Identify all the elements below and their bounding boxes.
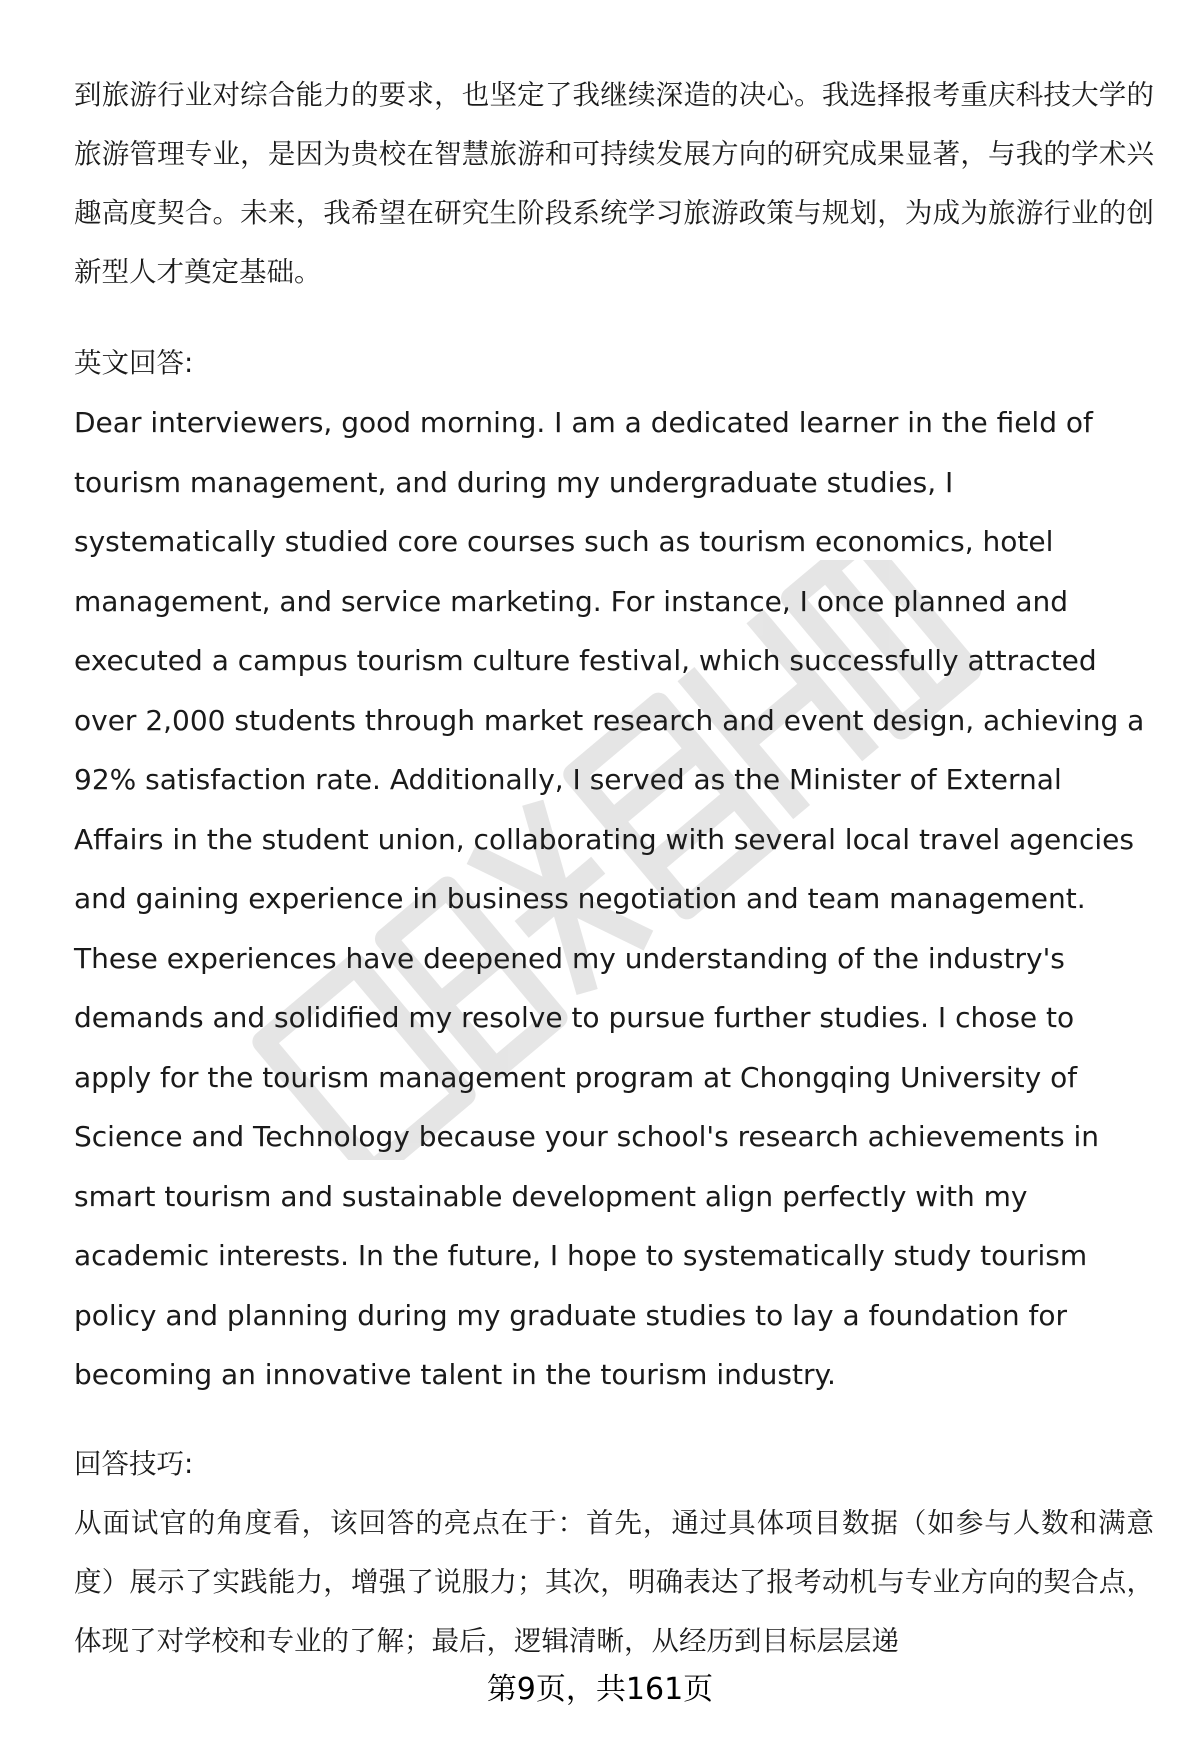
tips-heading: 回答技巧: — [74, 1447, 194, 1480]
intro-paragraph: 到旅游行业对综合能力的要求，也坚定了我继续深造的决心。我选择报考重庆科技大学的旅游管理专业，是因为贵校在智慧旅游和可持续发展方向的研究成果显著，与我的学术兴趣高度契合。未来，我希望在研究生阶段系统学习旅游政策与规划，为成为旅游行业的创新型人才奠定基础。 — [74, 79, 1154, 288]
english-answer-paragraph: Dear interviewers, good morning. I am a dedicated learner in the field of tourism management, and during my undergraduate studies, I systematically studied core courses such as tourism economics, hotel management, and service marketing. For instance, I once planned and executed a campus tourism culture festival, which successfully attracted over 2,000 students through market research and event design, achieving a 92% satisfaction rate. Additionally, I served as the Minister of External Affairs in the student union, collaborating with several local travel agencies and gaining experience in business negotiation and team management. These experiences have deepened my understanding of the industry's demands and solidified my resolve to pursue further studies. I chose to apply for the tourism management program at Chongqing University of Science and Technology because your school's research achievements in smart tourism and sustainable development align perfectly with my academic interests. In the future, I hope to systematically study tourism policy and planning during my graduate studies to lay a foundation for becoming an innovative talent in the tourism industry. — [74, 406, 1145, 1391]
spacer — [74, 302, 1154, 334]
tips-paragraph: 从面试官的角度看，该回答的亮点在于：首先，通过具体项目数据（如参与人数和满意度）展示了实践能力，增强了说服力；其次，明确表达了报考动机与专业方向的契合点，体现了对学校和专业的了解；最后，逻辑清晰，从经历到目标层层递 — [74, 1506, 1154, 1657]
page-indicator: 第9页，共161页 — [486, 1672, 714, 1707]
document-body — [74, 66, 1154, 1671]
spacer — [74, 1405, 1154, 1435]
english-answer-heading: 英文回答: — [74, 347, 194, 379]
